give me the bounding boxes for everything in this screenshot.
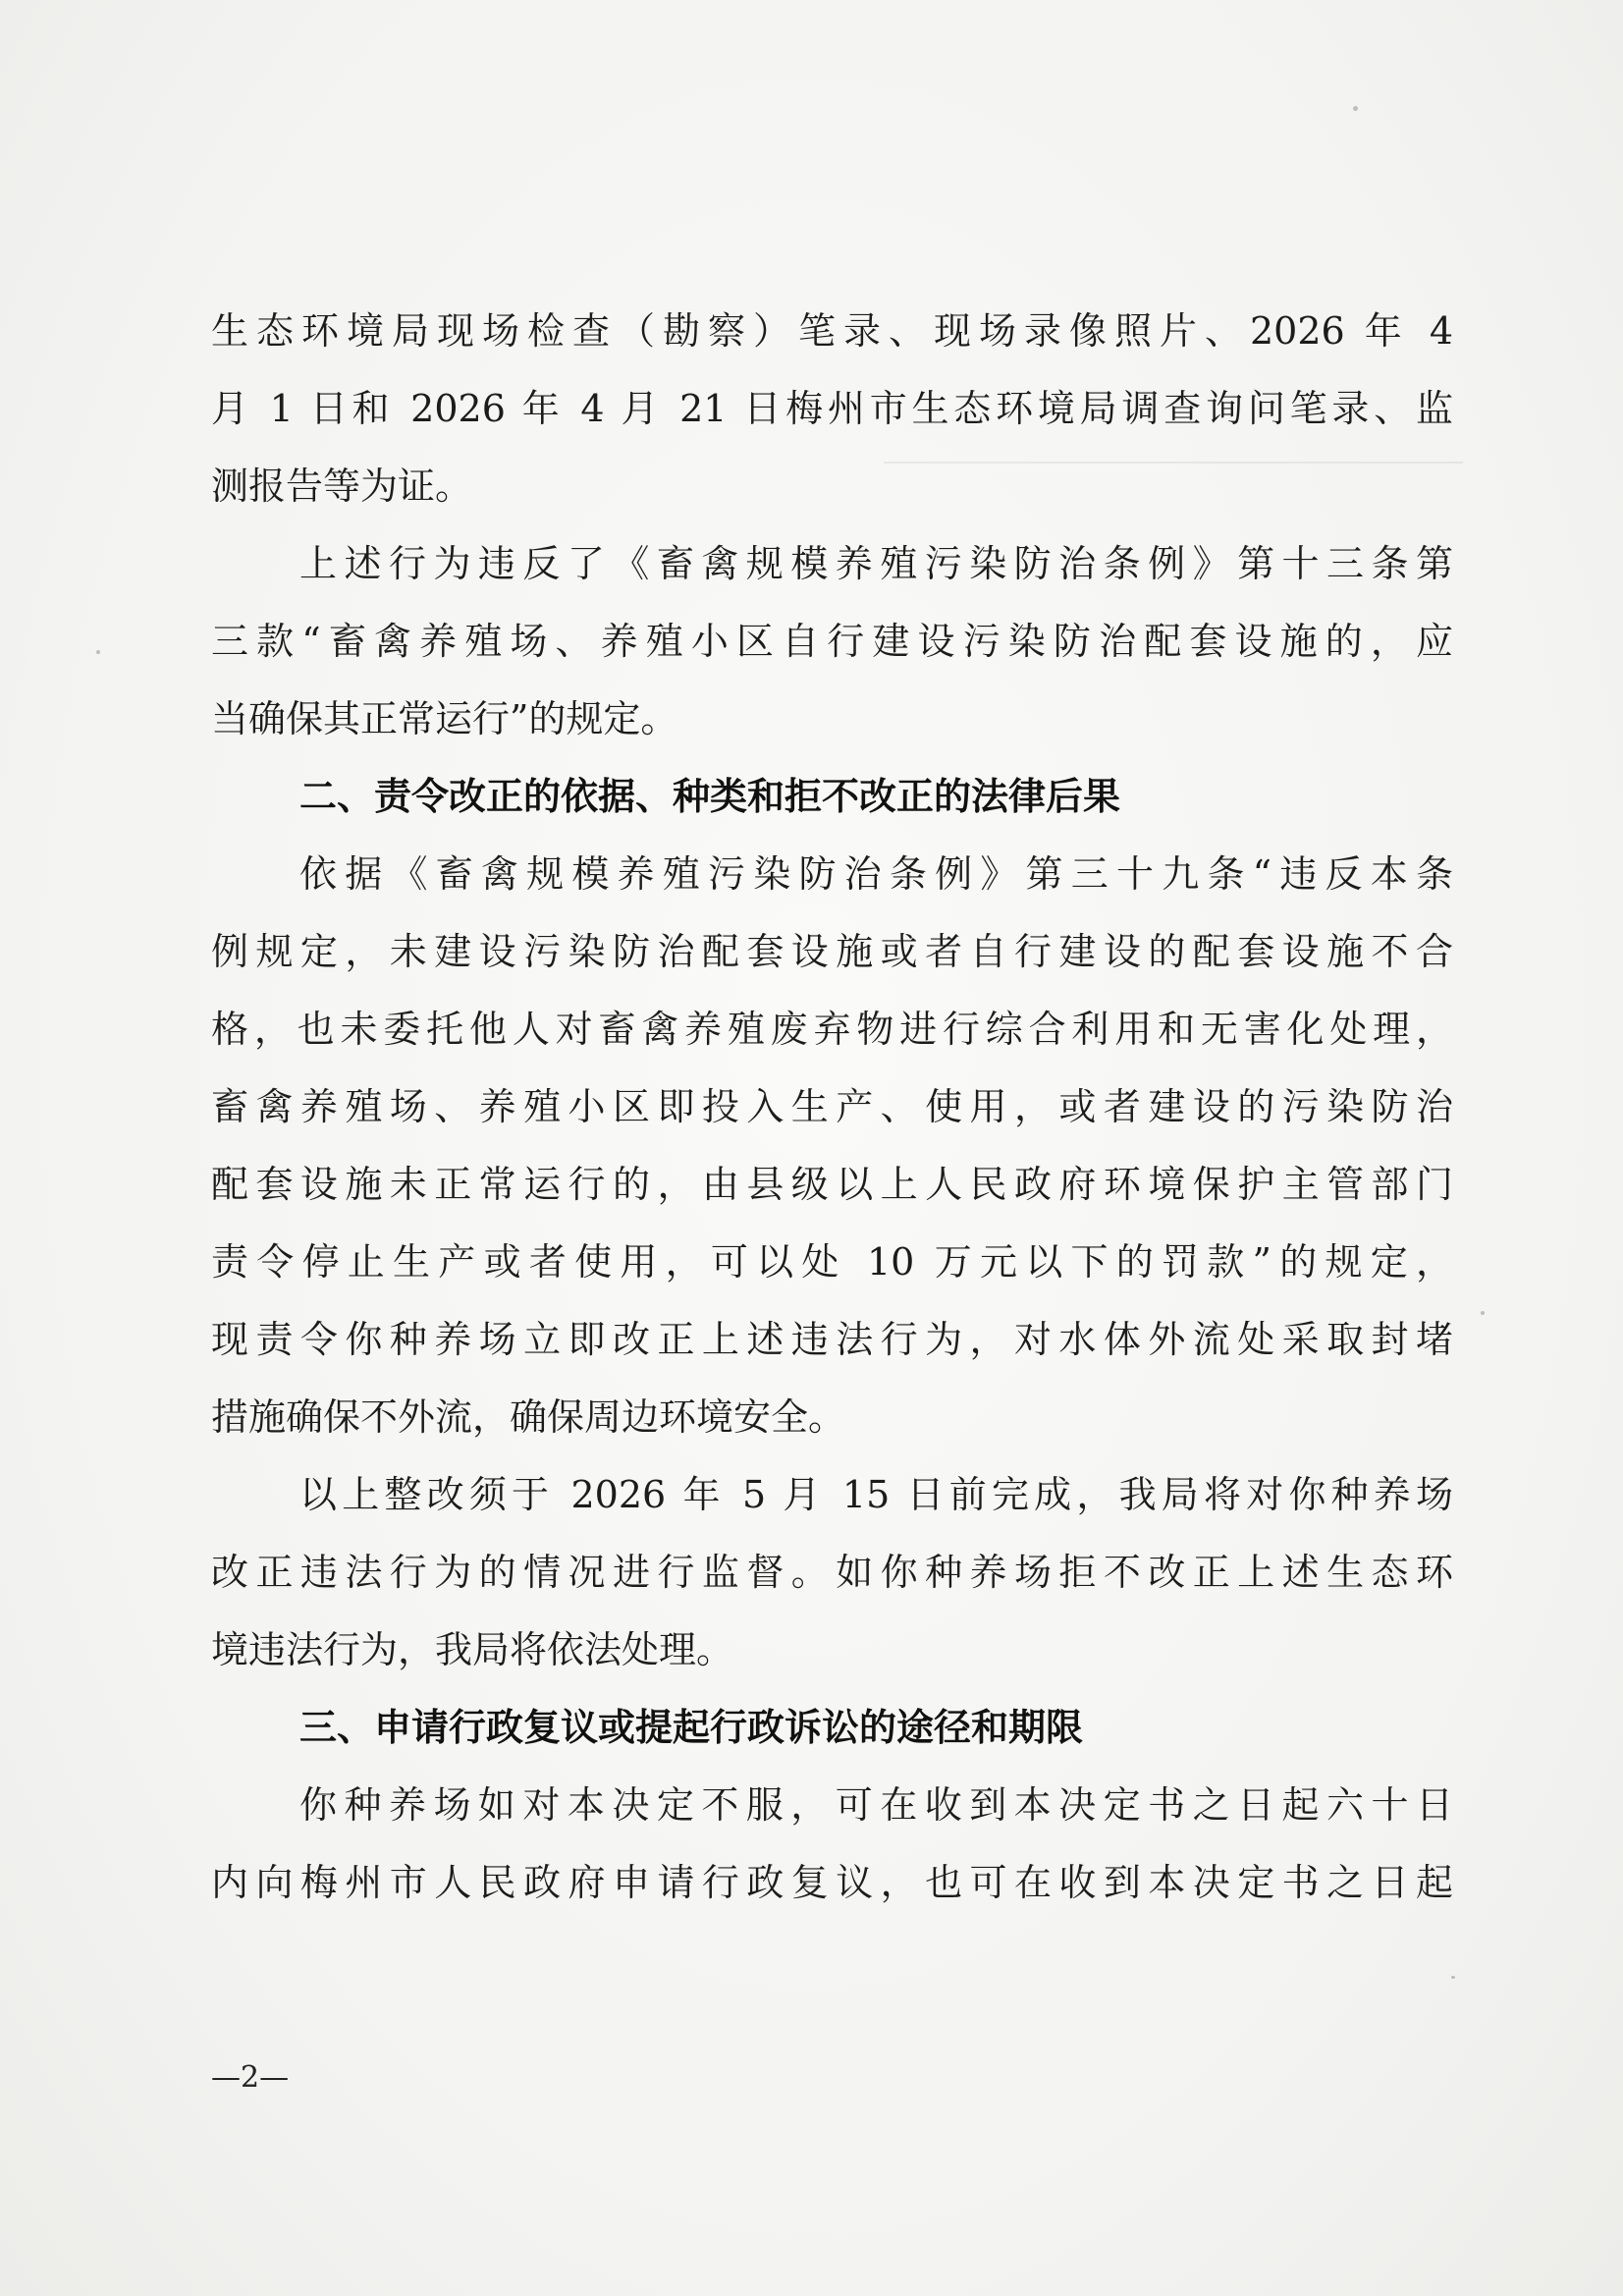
- text-line: 你种养场如对本决定不服，可在收到本决定书之日起六十日: [299, 1783, 1453, 1827]
- paragraph-legal-basis: [211, 836, 1453, 1456]
- text-line: 依据《畜禽规模养殖污染防治条例》第三十九条“违反本条: [299, 852, 1453, 896]
- paragraph-violation: [211, 525, 1453, 758]
- body-text: [211, 293, 1453, 1922]
- text-line: 现责令你种养场立即改正上述违法行为，对水体外流处采取封堵: [211, 1318, 1453, 1361]
- text-line: 以上整改须于 2026 年 5 月 15 日前完成，我局将对你种养场: [299, 1473, 1453, 1516]
- scan-speck: [1451, 1976, 1455, 1979]
- text-line: 月 1 日和 2026 年 4 月 21 日梅州市生态环境局调查询问笔录、监: [211, 387, 1453, 430]
- text-line: 畜禽养殖场、养殖小区即投入生产、使用，或者建设的污染防治: [211, 1085, 1453, 1128]
- text-line: 改正违法行为的情况进行监督。如你种养场拒不改正上述生态环: [211, 1551, 1453, 1594]
- section-heading-3: 三、申请行政复议或提起行政诉讼的途径和期限: [299, 1706, 1084, 1749]
- page-number: —2—: [211, 2060, 290, 2095]
- paragraph-appeal: [211, 1767, 1453, 1922]
- text-line: 配套设施未正常运行的，由县级以上人民政府环境保护主管部门: [211, 1163, 1453, 1206]
- text-line: 测报告等为证。: [211, 465, 473, 508]
- text-line: 上述行为违反了《畜禽规模养殖污染防治条例》第十三条第: [299, 542, 1453, 585]
- paragraph-deadline: [211, 1456, 1453, 1689]
- text-line: 格，也未委托他人对畜禽养殖废弃物进行综合利用和无害化处理，: [211, 1008, 1453, 1051]
- text-line: 内向梅州市人民政府申请行政复议，也可在收到本决定书之日起: [211, 1861, 1453, 1904]
- section-heading-2: 二、责令改正的依据、种类和拒不改正的法律后果: [299, 775, 1121, 818]
- scan-speck: [1481, 1311, 1485, 1315]
- text-line: 例规定，未建设污染防治配套设施或者自行建设的配套设施不合: [211, 930, 1453, 973]
- text-line: 责令停止生产或者使用，可以处 10 万元以下的罚款”的规定，: [211, 1240, 1453, 1284]
- text-line: 当确保其正常运行”的规定。: [211, 697, 678, 740]
- scan-speck: [1353, 106, 1358, 111]
- text-line: 生态环境局现场检查（勘察）笔录、现场录像照片、2026 年 4: [211, 309, 1453, 353]
- text-line: 三款“畜禽养殖场、养殖小区自行建设污染防治配套设施的，应: [211, 620, 1453, 663]
- paragraph-evidence: [211, 293, 1453, 525]
- text-line: 措施确保不外流，确保周边环境安全。: [211, 1395, 846, 1439]
- text-line: 境违法行为，我局将依法处理。: [211, 1628, 734, 1671]
- scan-speck: [96, 650, 100, 654]
